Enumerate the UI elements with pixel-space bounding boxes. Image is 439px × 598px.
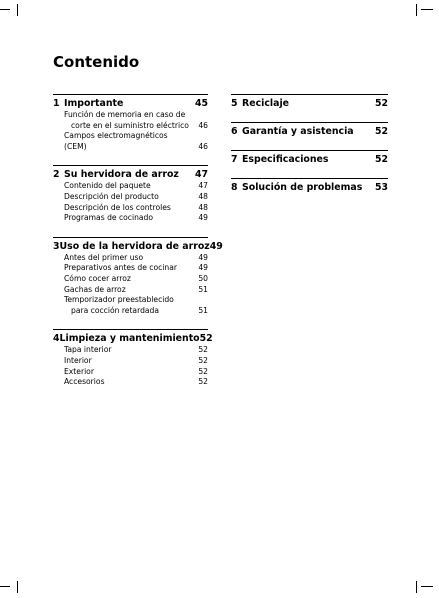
section-number: 7	[231, 154, 238, 165]
toc-right-column	[231, 94, 388, 206]
entry-page: 48	[198, 202, 208, 212]
entry-title	[64, 345, 192, 356]
entry-page: 49	[198, 263, 208, 273]
toc-section	[53, 94, 208, 152]
toc-section	[53, 329, 213, 387]
section-page: 52	[374, 154, 388, 165]
entry-title	[64, 181, 192, 192]
toc-section-heading[interactable]	[231, 153, 388, 166]
entry-title	[64, 285, 192, 296]
crop-mark	[421, 9, 433, 10]
section-page: 52	[374, 98, 388, 109]
section-number: 6	[231, 126, 238, 137]
toc-entry[interactable]	[53, 253, 208, 264]
entry-title-text: Antes del primer uso	[64, 252, 144, 262]
crop-mark	[416, 581, 429, 593]
section-number: 3	[53, 240, 60, 252]
entry-title-text: Tapa interior	[64, 345, 112, 355]
toc-section-heading[interactable]	[231, 181, 388, 194]
toc-section	[53, 237, 223, 317]
entry-page: 48	[198, 191, 208, 201]
page-title: Contenido	[53, 53, 140, 71]
entry-page: 52	[198, 355, 208, 365]
crop-mark	[416, 4, 429, 16]
toc-section	[231, 178, 388, 194]
entry-title-text: Interior	[64, 355, 92, 365]
entry-title	[64, 192, 192, 203]
section-page: 52	[374, 126, 388, 137]
section-title: Especificaciones	[242, 154, 329, 165]
entry-title-text: Gachas de arroz	[64, 284, 126, 294]
toc-section-heading[interactable]	[53, 240, 223, 253]
toc-entry[interactable]	[53, 295, 208, 316]
toc-entry[interactable]	[53, 131, 208, 152]
section-page: 49	[209, 240, 223, 252]
section-page: 47	[194, 169, 208, 181]
toc-section-heading[interactable]	[53, 168, 208, 181]
entry-title-text: Campos electromagnéticos (CEM)	[64, 131, 168, 151]
toc-entry[interactable]	[53, 213, 208, 224]
toc-entry[interactable]	[53, 192, 208, 203]
entry-page: 51	[198, 284, 208, 294]
toc-section	[53, 165, 208, 223]
toc-entry[interactable]	[53, 285, 208, 296]
toc-section	[231, 150, 388, 166]
toc-section-heading[interactable]	[53, 332, 213, 345]
section-number: 8	[231, 182, 238, 193]
entry-title-continuation: para cocción retardada	[71, 305, 160, 315]
entry-page: 47	[198, 181, 208, 191]
section-number: 2	[53, 169, 60, 181]
entry-page: 49	[198, 213, 208, 223]
section-title: Importante	[64, 98, 124, 109]
toc-section	[231, 94, 388, 110]
entry-title-text: Temporizador preestablecido	[64, 295, 174, 305]
entry-title	[64, 203, 192, 214]
toc-section	[231, 122, 388, 138]
toc-section-heading[interactable]	[53, 97, 208, 110]
entry-page: 52	[198, 377, 208, 387]
crop-mark	[421, 586, 433, 587]
entry-title-text: Exterior	[64, 366, 94, 376]
toc-entry[interactable]	[53, 345, 208, 356]
entry-page: 46	[198, 141, 208, 151]
toc-entry[interactable]	[53, 377, 208, 388]
section-title: Reciclaje	[242, 98, 290, 109]
toc-entry[interactable]	[53, 274, 208, 285]
section-page: 45	[194, 98, 208, 109]
entry-page: 51	[198, 305, 208, 315]
entry-title-text: Accesorios	[64, 377, 105, 387]
entry-title	[64, 253, 192, 264]
toc-section-heading[interactable]	[231, 125, 388, 138]
section-page: 53	[374, 182, 388, 193]
entry-title	[64, 377, 192, 388]
entry-page: 52	[198, 345, 208, 355]
entry-title-text: Programas de cocinado	[64, 213, 154, 223]
entry-title	[64, 213, 192, 224]
entry-title-text: Descripción del producto	[64, 191, 159, 201]
entry-title-text: Contenido del paquete	[64, 181, 151, 191]
entry-title-text: Función de memoria en caso de	[64, 110, 186, 119]
toc-entry[interactable]	[53, 203, 208, 214]
section-title: Uso de la hervidora de arroz	[59, 240, 210, 252]
entry-title	[64, 131, 192, 152]
section-title: Su hervidora de arroz	[64, 169, 179, 181]
crop-mark	[0, 9, 10, 10]
section-title: Solución de problemas	[242, 182, 363, 193]
entry-page: 46	[198, 120, 208, 130]
toc-entry[interactable]	[53, 263, 208, 274]
entry-page: 50	[198, 273, 208, 283]
crop-mark	[5, 581, 18, 593]
entry-page: 52	[198, 366, 208, 376]
entry-title	[64, 356, 192, 367]
toc-entry[interactable]	[53, 356, 208, 367]
section-number: 5	[231, 98, 238, 109]
entry-title-continuation: corte en el suministro eléctrico	[71, 120, 189, 130]
section-title: Garantía y asistencia	[242, 126, 354, 137]
crop-mark	[5, 4, 18, 16]
toc-section-heading[interactable]	[231, 97, 388, 110]
section-number: 4	[53, 333, 60, 345]
entry-title	[64, 274, 192, 285]
entry-title-text: Cómo cocer arroz	[64, 273, 131, 283]
section-number: 1	[53, 98, 60, 109]
section-title: Limpieza y mantenimiento	[59, 333, 200, 345]
entry-title-text: Descripción de los controles	[64, 202, 171, 212]
entry-title	[64, 263, 192, 274]
entry-title	[64, 367, 192, 378]
entry-title	[64, 295, 192, 316]
section-page: 52	[199, 333, 213, 345]
entry-page: 49	[198, 252, 208, 262]
entry-title-text: Preparativos antes de cocinar	[64, 263, 178, 273]
toc-entry[interactable]	[53, 110, 208, 131]
toc-left-column	[53, 94, 223, 401]
entry-title	[64, 110, 192, 131]
toc-entry[interactable]	[53, 367, 208, 378]
crop-mark	[0, 586, 10, 587]
toc-entry[interactable]	[53, 181, 208, 192]
